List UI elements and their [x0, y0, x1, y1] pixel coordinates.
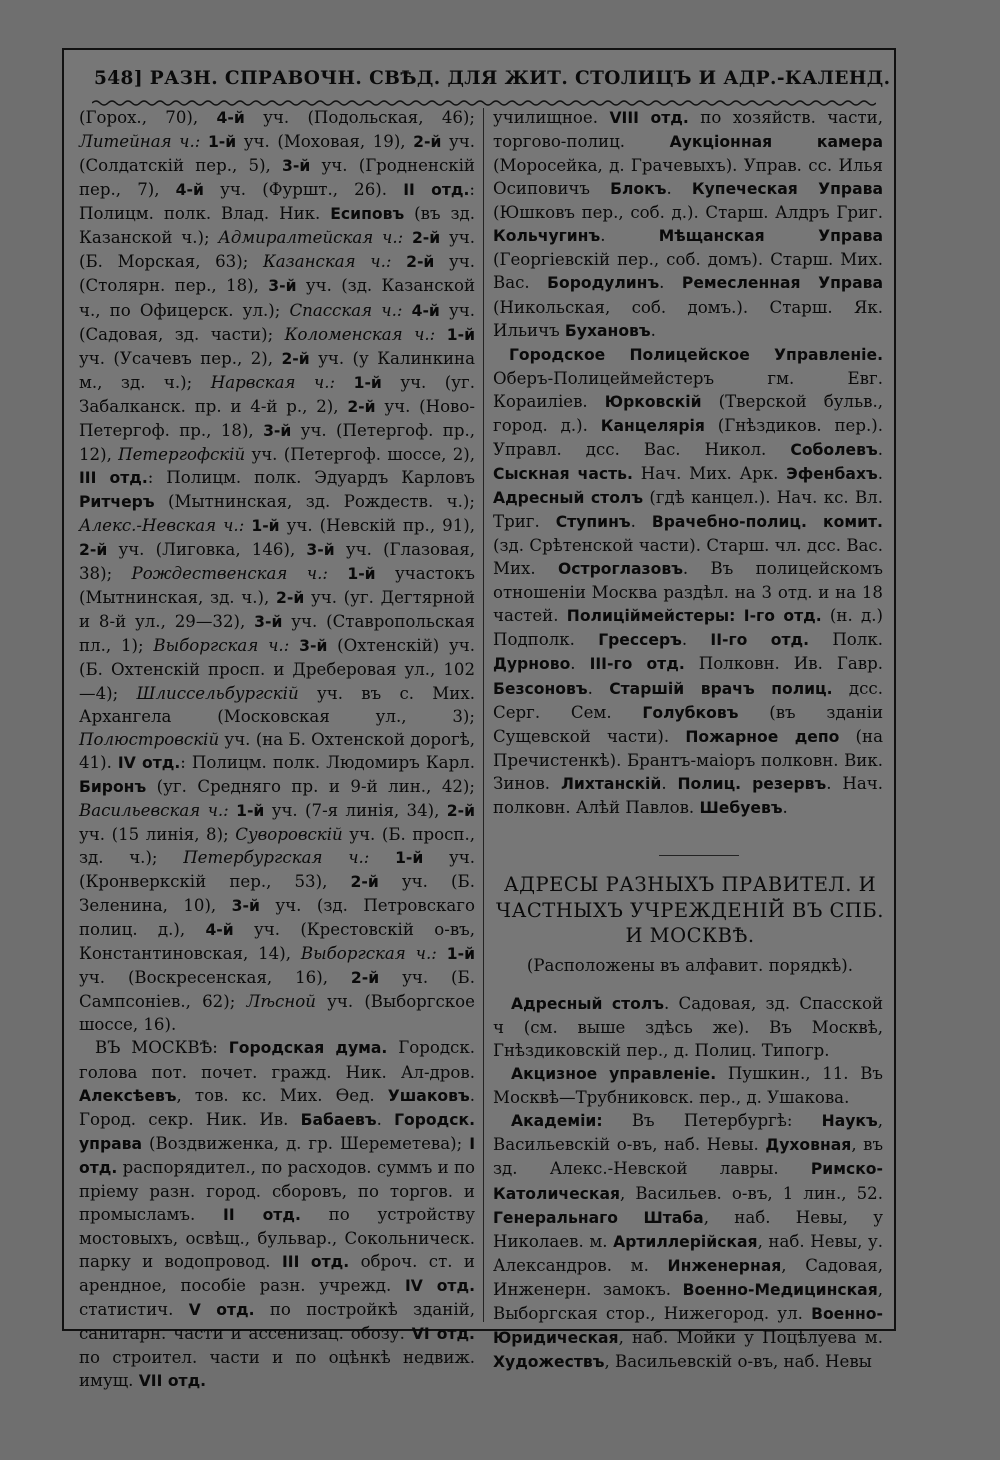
entry-akademii: Академіи: Въ Петербургѣ: Наукъ, Васильевскій о-въ, наб. Невы. Духовная, въ зд. Алекс.-Невской лавры. Римско-Католическая, Васильев. о-въ, 1 лин., 52. Генеральнаго Штаба, наб. Невы, у Николаев. м. Артиллерійская, наб. Невы, у. Александров. м. Инженерная, Садовая, Инженерн. замокъ. Военно-Медицинская, Выборгская стор., Нижегород. ул. Военно-Юридическая, наб. Мойки у Поцѣлуева м. Художествъ, Васильевскій о-въ, наб. Невы — [493, 1111, 883, 1371]
running-header: 548] РАЗН. СПРАВОЧН. СВѢД. ДЛЯ ЖИТ. СТОЛИЦЪ И АДР.-КАЛЕНД. — [94, 68, 891, 89]
section-title-line: АДРЕСЫ РАЗНЫХЪ ПРАВИТЕЛ. И — [503, 873, 877, 896]
section-title-line: ЧАСТНЫХЪ УЧРЕЖДЕНІЙ ВЪ СПБ. — [496, 898, 884, 922]
entry-akciznoe: Акцизное управленіе. Пушкин., 11. Въ Москвѣ—Трубниковск. пер., д. Ушакова. — [493, 1064, 883, 1108]
left-column — [79, 106, 475, 1393]
entry-adresny-stol: Адресный столъ. Садовая, зд. Спасской ч (см. выше здѣсь же). Въ Москвѣ, Гнѣздиковскій пер., д. Полиц. Типогр. — [493, 994, 884, 1061]
moscow-duma-text: ВЪ МОСКВѢ: Городская дума. Городск. голова пот. почет. гражд. Ник. Ал-дров. Алексѣевъ, тов. кс. Мих. Ѳед. Ушаковъ. Город. секр. Ник. Ив. Бабаевъ. Городск. управа (Воздвиженка, д. гр. Шереметева); I отд. распорядител., по расходов. суммъ и по пріему разн. город. сборовъ, по торгов. и промысламъ. II отд. по устройству мостовыхъ, освѣщ., бульвар., Сокольническ. парку и водопровод. III отд. оброч. ст. и арендное, пособіе разн. учрежд. IV отд. статистич. V отд. по постройкѣ зданій, санитарн. части и ассенизац. обозу. VI отд. по строител. части и по оцѣнкѣ недвиж. имущ. VII отд. — [79, 1038, 475, 1391]
moscow-police-text: Городское Полицейское Управленіе. Оберъ-Полицеймейстеръ гм. Евг. Кораиліев. Юрковскій (Тверской бульв., город. д.). Канцелярія (Гнѣздиков. пер.). Управл. дсс. Вас. Никол. Соболевъ. Сыскная часть. Нач. Мих. Арк. Эфенбахъ. Адресный столъ (гдѣ канцел.). Нач. кс. Вл. Триг. Ступинъ. Врачебно-полиц. комит. (зд. Срѣтенской части). Старш. чл. дсс. Вас. Мих. Остроглазовъ. Въ полицейскомъ отношеніи Москва раздѣл. на 3 отд. и на 18 частей. Полиціймейстеры: I-го отд. (н. д.) Подполк. Грессеръ. II-го отд. Полк. Дурново. III-го отд. Полковн. Ив. Гавр. Безсоновъ. Старшій врачъ полиц. дсс. Серг. Сем. Голубковъ (въ зданіи Сущевской части). Пожарное депо (на Пречистенкѣ). Брантъ-маіоръ полковн. Вик. Зинов. Лихтанскій. Полиц. резервъ. Нач. полковн. Алѣй Павлов. Шебуевъ. — [493, 345, 884, 817]
section-entries — [493, 992, 883, 1374]
section-title — [496, 872, 884, 949]
section-separator — [659, 855, 739, 856]
page-frame — [62, 48, 896, 1391]
section-title-line: И МОСКВѢ. — [625, 924, 755, 947]
column-divider — [483, 108, 484, 1322]
section-subtitle: (Расположены въ алфавит. порядкѣ). — [526, 956, 854, 975]
moscow-upravy-text: училищное. VIII отд. по хозяйств. части, торгово-полиц. Аукціонная камера (Моросейка, д. Грачевыхъ). Управ. сс. Илья Осиповичъ Блокъ. Купеческая Управа (Юшковъ пер., соб. д.). Старш. Алдръ Григ. Кольчугинъ. Мѣщанская Управа (Георгіевскій пер., соб. домъ). Старш. Мих. Вас. Бородулинъ. Ремесленная Управа (Никольская, соб. домъ.). Старш. Як. Ильичъ Бухановъ. — [493, 108, 883, 340]
spb-police-text: (Горох., 70), 4-й уч. (Подольская, 46); Литейная ч.: 1-й уч. (Моховая, 19), 2-й уч. (Солдатскій пер., 5), 3-й уч. (Гродненскій пер., 7), 4-й уч. (Фуршт., 26). II отд.: Полицм. полк. Влад. Ник. Есиповъ (въ зд. Казанской ч.); Адмиралтейская ч.: 2-й уч. (Б. Морская, 63); Казанская ч.: 2-й уч. (Столярн. пер., 18), 3-й уч. (зд. Казанской ч., по Офицерск. ул.); Спасская ч.: 4-й уч. (Садовая, зд. части); Коломенская ч.: 1-й уч. (Усачевъ пер., 2), 2-й уч. (у Калинкина м., зд. ч.); Нарвская ч.: 1-й уч. (уг. Забалканск. пр. и 4-й р., 2), 2-й уч. (Ново-Петергоф. пр., 18), 3-й уч. (Петергоф. пр., 12), Петергофскій уч. (Петергоф. шоссе, 2), III отд.: Полицм. полк. Эдуардъ Карловъ Ритчеръ (Мытнинская, зд. Рождеств. ч.); Алекс.-Невская ч.: 1-й уч. (Невскій пр., 91), 2-й уч. (Лиговка, 146), 3-й уч. (Глазовая, 38); Рождественская ч.: 1-й участокъ (Мытнинская, зд. ч.), 2-й уч. (уг. Дегтярной и 8-й ул., 29—32), 3-й уч. (Ставропольская пл., 1); Выборгская ч.: 3-й (Охтенскій) уч. (Б. Охтенскій просп. и Дреберовая ул., 102—4); Шлиссельбургскій уч. въ с. Мих. Архангела (Московская ул., 3); Полюстровскій уч. (на Б. Охтенской дорогѣ, 41). IV отд.: Полицм. полк. Людомиръ Карл. Биронъ (уг. Средняго пр. и 9-й лин., 42); Васильевская ч.: 1-й уч. (7-я линія, 34), 2-й уч. (15 линія, 8); Суворовскій уч. (Б. просп., зд. ч.); Петербургская ч.: 1-й уч. (Кронверкскій пер., 53), 2-й уч. (Б. Зеленина, 10), 3-й уч. (зд. Петровскаго полиц. д.), 4-й уч. (Крестовскій о-въ, Константиновская, 14), Выборгская ч.: 1-й уч. (Воскресенская, 16), 2-й уч. (Б. Сампсоніев., 62); Лѣсной уч. (Выборгское шоссе, 16). — [79, 108, 476, 1035]
right-column — [493, 106, 883, 820]
